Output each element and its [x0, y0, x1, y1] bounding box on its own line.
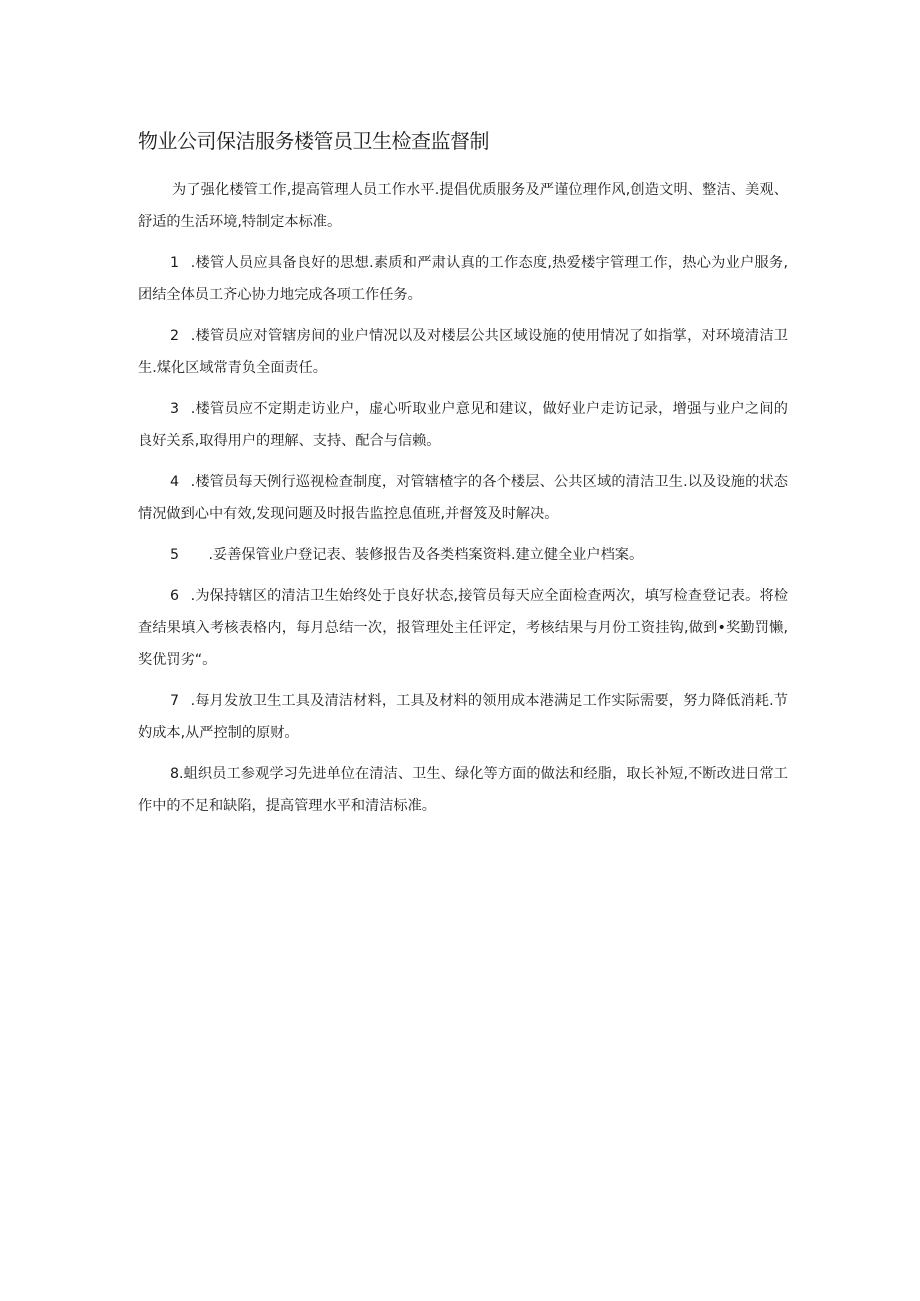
- rule-item-5: [138, 539, 788, 571]
- rule-item-8: [138, 758, 788, 822]
- rule-item-1: [138, 247, 788, 311]
- rule-number: 4: [170, 474, 180, 490]
- rule-text: .楼管人员应具备良好的思想.素质和严肃认真的工作态度,热爱楼宇管理工作，热心为业户服务,团结全体员工齐心协力地完成各项工作任务。: [138, 255, 788, 303]
- rule-item-6: [138, 580, 788, 676]
- rule-number: 7: [170, 693, 180, 709]
- rule-text: .为保持辖区的清洁卫生始终处于良好状态,接管员每天应全面检查两次，填写检查登记表。将检查结果填入考核表格内，每月总结一次，报管理处主任评定，考核结果与月份工资挂钩,做到•奖勤罚懒,奖优罚劣“。: [138, 588, 788, 668]
- rule-item-3: [138, 393, 788, 457]
- document-content: [138, 174, 788, 822]
- rule-number: 3: [170, 401, 180, 417]
- rule-text: .每月发放卫生工具及清洁材料，工具及材料的领用成本港满足工作实际需要，努力降低消耗.节妁成本,从严控制的原财。: [138, 693, 788, 741]
- rule-item-4: [138, 466, 788, 530]
- rule-text: .楼管员应对管辖房间的业户情况以及对楼层公共区域设施的使用情况了如指掌，对环境清洁卫生.煤化区域常青负全面责任。: [138, 328, 788, 376]
- rule-number: 1: [170, 255, 180, 271]
- rule-number: 6: [170, 588, 180, 604]
- rule-item-7: [138, 685, 788, 749]
- rule-text: .妥善保管业户登记表、装修报告及各类档案资料.建立健全业户档案。: [208, 547, 644, 563]
- rule-number: 5: [170, 547, 180, 563]
- intro-paragraph: 为了强化楼管工作,提高管理人员工作水平.提倡优质服务及严谨位理作风,创造文明、整洁、美观、舒适的生活环境,特制定本标准。: [138, 182, 788, 230]
- rule-number: 2: [170, 328, 180, 344]
- rule-text: 8.蛆织员工参观学习先进单位在清洁、卫生、绿化等方面的做法和经脂，取长补短,不断改进日常工作中的不足和缺陷，提高管理水平和清洁标准。: [138, 766, 788, 814]
- rule-item-2: [138, 320, 788, 384]
- rule-text: .楼管员每天例行巡视检查制度，对管辖楂字的各个楼层、公共区域的清洁卫生.以及设施的状态情况做到心中有效,发现问题及时报告监控息值班,并督笈及时解决。: [138, 474, 788, 522]
- document-body: [138, 128, 788, 831]
- document-title: 物业公司保洁服务楼管员卫生检查监督制: [138, 129, 489, 153]
- rule-text: .楼管员应不定期走访业户，虚心听取业户意见和建议，做好业户走访记录，增强与业户之间的良好关系,取得用户的理解、支持、配合与信赖。: [138, 401, 788, 449]
